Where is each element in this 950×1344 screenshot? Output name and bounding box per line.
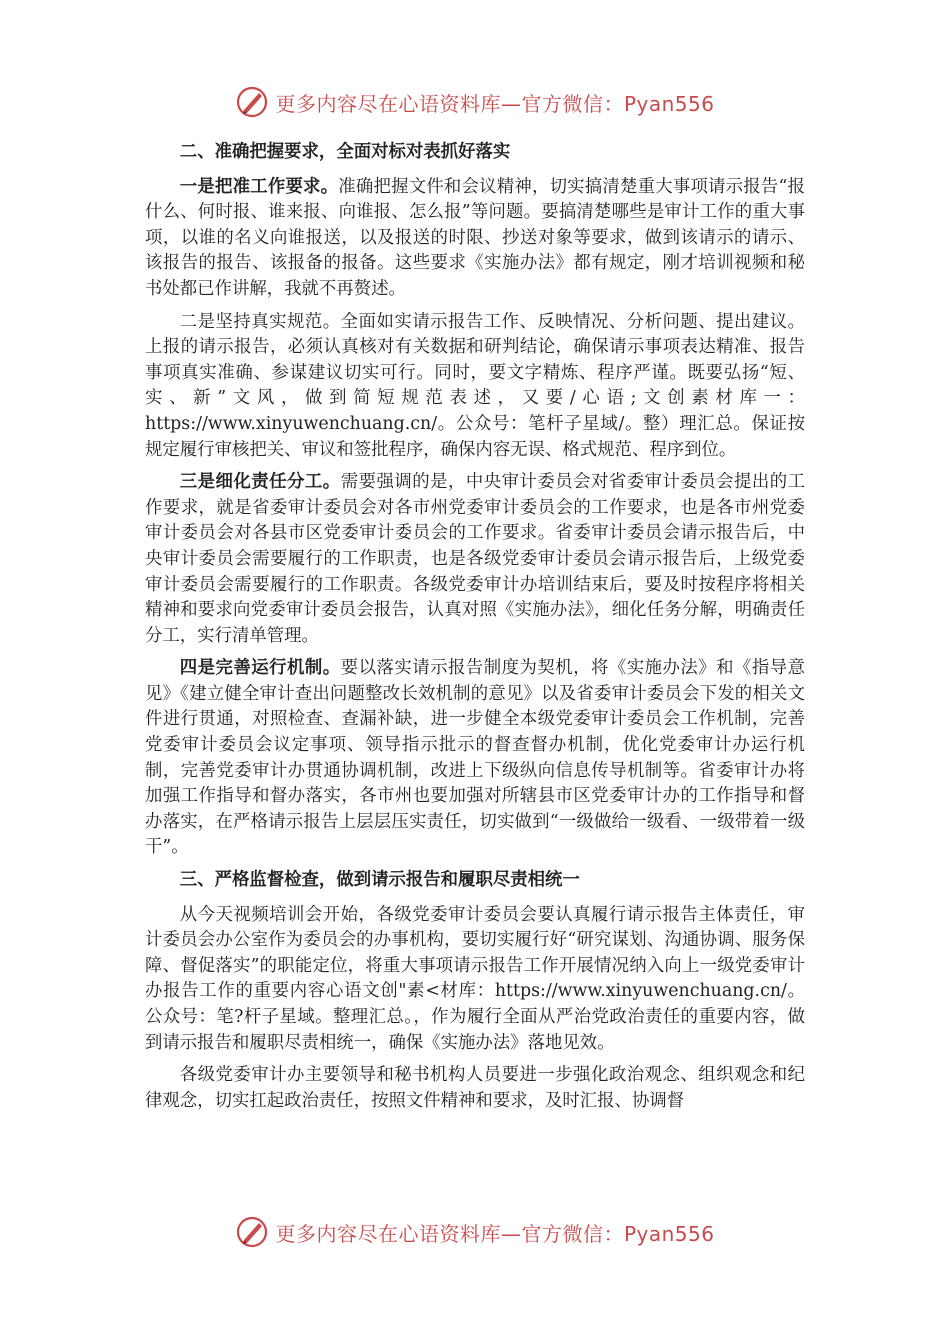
pen-logo-icon xyxy=(235,1215,269,1249)
paragraph-lead: 三是细化责任分工。 xyxy=(179,472,341,493)
header-banner xyxy=(0,82,950,122)
document-body xyxy=(145,140,805,1121)
paragraph-text: 要以落实请示报告制度为契机，将《实施办法》和《指导意见》《建立健全审计查出问题整改长效机制的意见》以及省委审计委员会下发的相关文件进行贯通，对照检查、查漏补缺，进一步健全本级党委审计委员会工作机制，完善党委审计委员会议定事项、领导指示批示的督查督办机制，优化党委审计办运行机制，完善党委审计办贯通协调机制，改进上下级纵向信息传导机制等。省委审计办将加强工作指导和督办落实，各市州也要加强对所辖县市区党委审计办的工作指导和督办落实，在严格请示报告上层层压实责任，切实做到“一级做给一级看、一级带着一级干”。 xyxy=(145,658,805,858)
paragraph-lead: 一是把准工作要求。 xyxy=(179,176,339,197)
pen-logo-icon xyxy=(235,85,269,119)
paragraph-lead: 四是完善运行机制。 xyxy=(179,658,341,679)
paragraph xyxy=(145,175,805,303)
section-heading: 二、准确把握要求，全面对标对表抓好落实 xyxy=(179,142,511,162)
banner-text: 更多内容尽在心语资料库—官方微信：Pyan556 xyxy=(275,91,715,116)
section-heading: 三、严格监督检查，做到请示报告和履职尽责相统一 xyxy=(179,870,580,891)
paragraph xyxy=(145,470,805,649)
paragraph: 各级党委审计办主要领导和秘书机构人员要进一步强化政治观念、组织观念和纪律观念，切实扛起政治责任，按照文件精神和要求，及时汇报、协调督 xyxy=(145,1065,805,1111)
paragraph: 从今天视频培训会开始，各级党委审计委员会要认真履行请示报告主体责任，审计委员会办公室作为委员会的办事机构，要切实履行好“研究谋划、沟通协调、服务保障、督促落实”的职能定位，将重大事项请示报告工作开展情况纳入向上一级党委审计办报告工作的重要内容心语文创"素<材库：https://www.xinyuwenchuang.cn/。公众号：笔?杆子星域。整理汇总。，作为履行全面从严治党政治责任的重要内容，做到请示报告和履职尽责相统一，确保《实施办法》落地见效。 xyxy=(145,904,805,1053)
banner-text: 更多内容尽在心语资料库—官方微信：Pyan556 xyxy=(275,1221,715,1246)
footer-banner xyxy=(0,1212,950,1252)
paragraph-text: 准确把握文件和会议精神，切实搞清楚重大事项请示报告“报什么、何时报、谁来报、向谁报、怎么报”等问题。要搞清楚哪些是审计工作的重大事项，以谁的名义向谁报送，以及报送的时限、抄送对象等要求，做到该请示的请示、该报告的报告、该报备的报备。这些要求《实施办法》都有规定，刚才培训视频和秘书处都已作讲解，我就不再赘述。 xyxy=(145,176,805,299)
paragraph: 二是坚持真实规范。全面如实请示报告工作、反映情况、分析问题、提出建议。上报的请示报告，必须认真核对有关数据和研判结论，确保请示事项表达精准、报告事项真实准确、参谋建议切实可行。同时，要文字精炼、程序严谨。既要弘扬“短、实、新”文风，做到简短规范表述，又要/心语;文创素材库一：https://www.xinyuwenchuang.cn/。公众号：笔杆子星域/。整）理汇总。保证按规定履行审核把关、审议和签批程序，确保内容无误、格式规范、程序到位。 xyxy=(145,311,805,460)
paragraph xyxy=(145,656,805,861)
paragraph-text: 需要强调的是，中央审计委员会对省委审计委员会提出的工作要求，就是省委审计委员会对各市州党委审计委员会的工作要求，也是各市州党委审计委员会对各县市区党委审计委员会的工作要求。省委审计委员会请示报告后，中央审计委员会需要履行的工作职责，也是各级党委审计委员会请示报告后，上级党委审计委员会需要履行的工作职责。各级党委审计办培训结束后，要及时按程序将相关精神和要求向党委审计委员会报告，认真对照《实施办法》，细化任务分解，明确责任分工，实行清单管理。 xyxy=(145,472,805,646)
